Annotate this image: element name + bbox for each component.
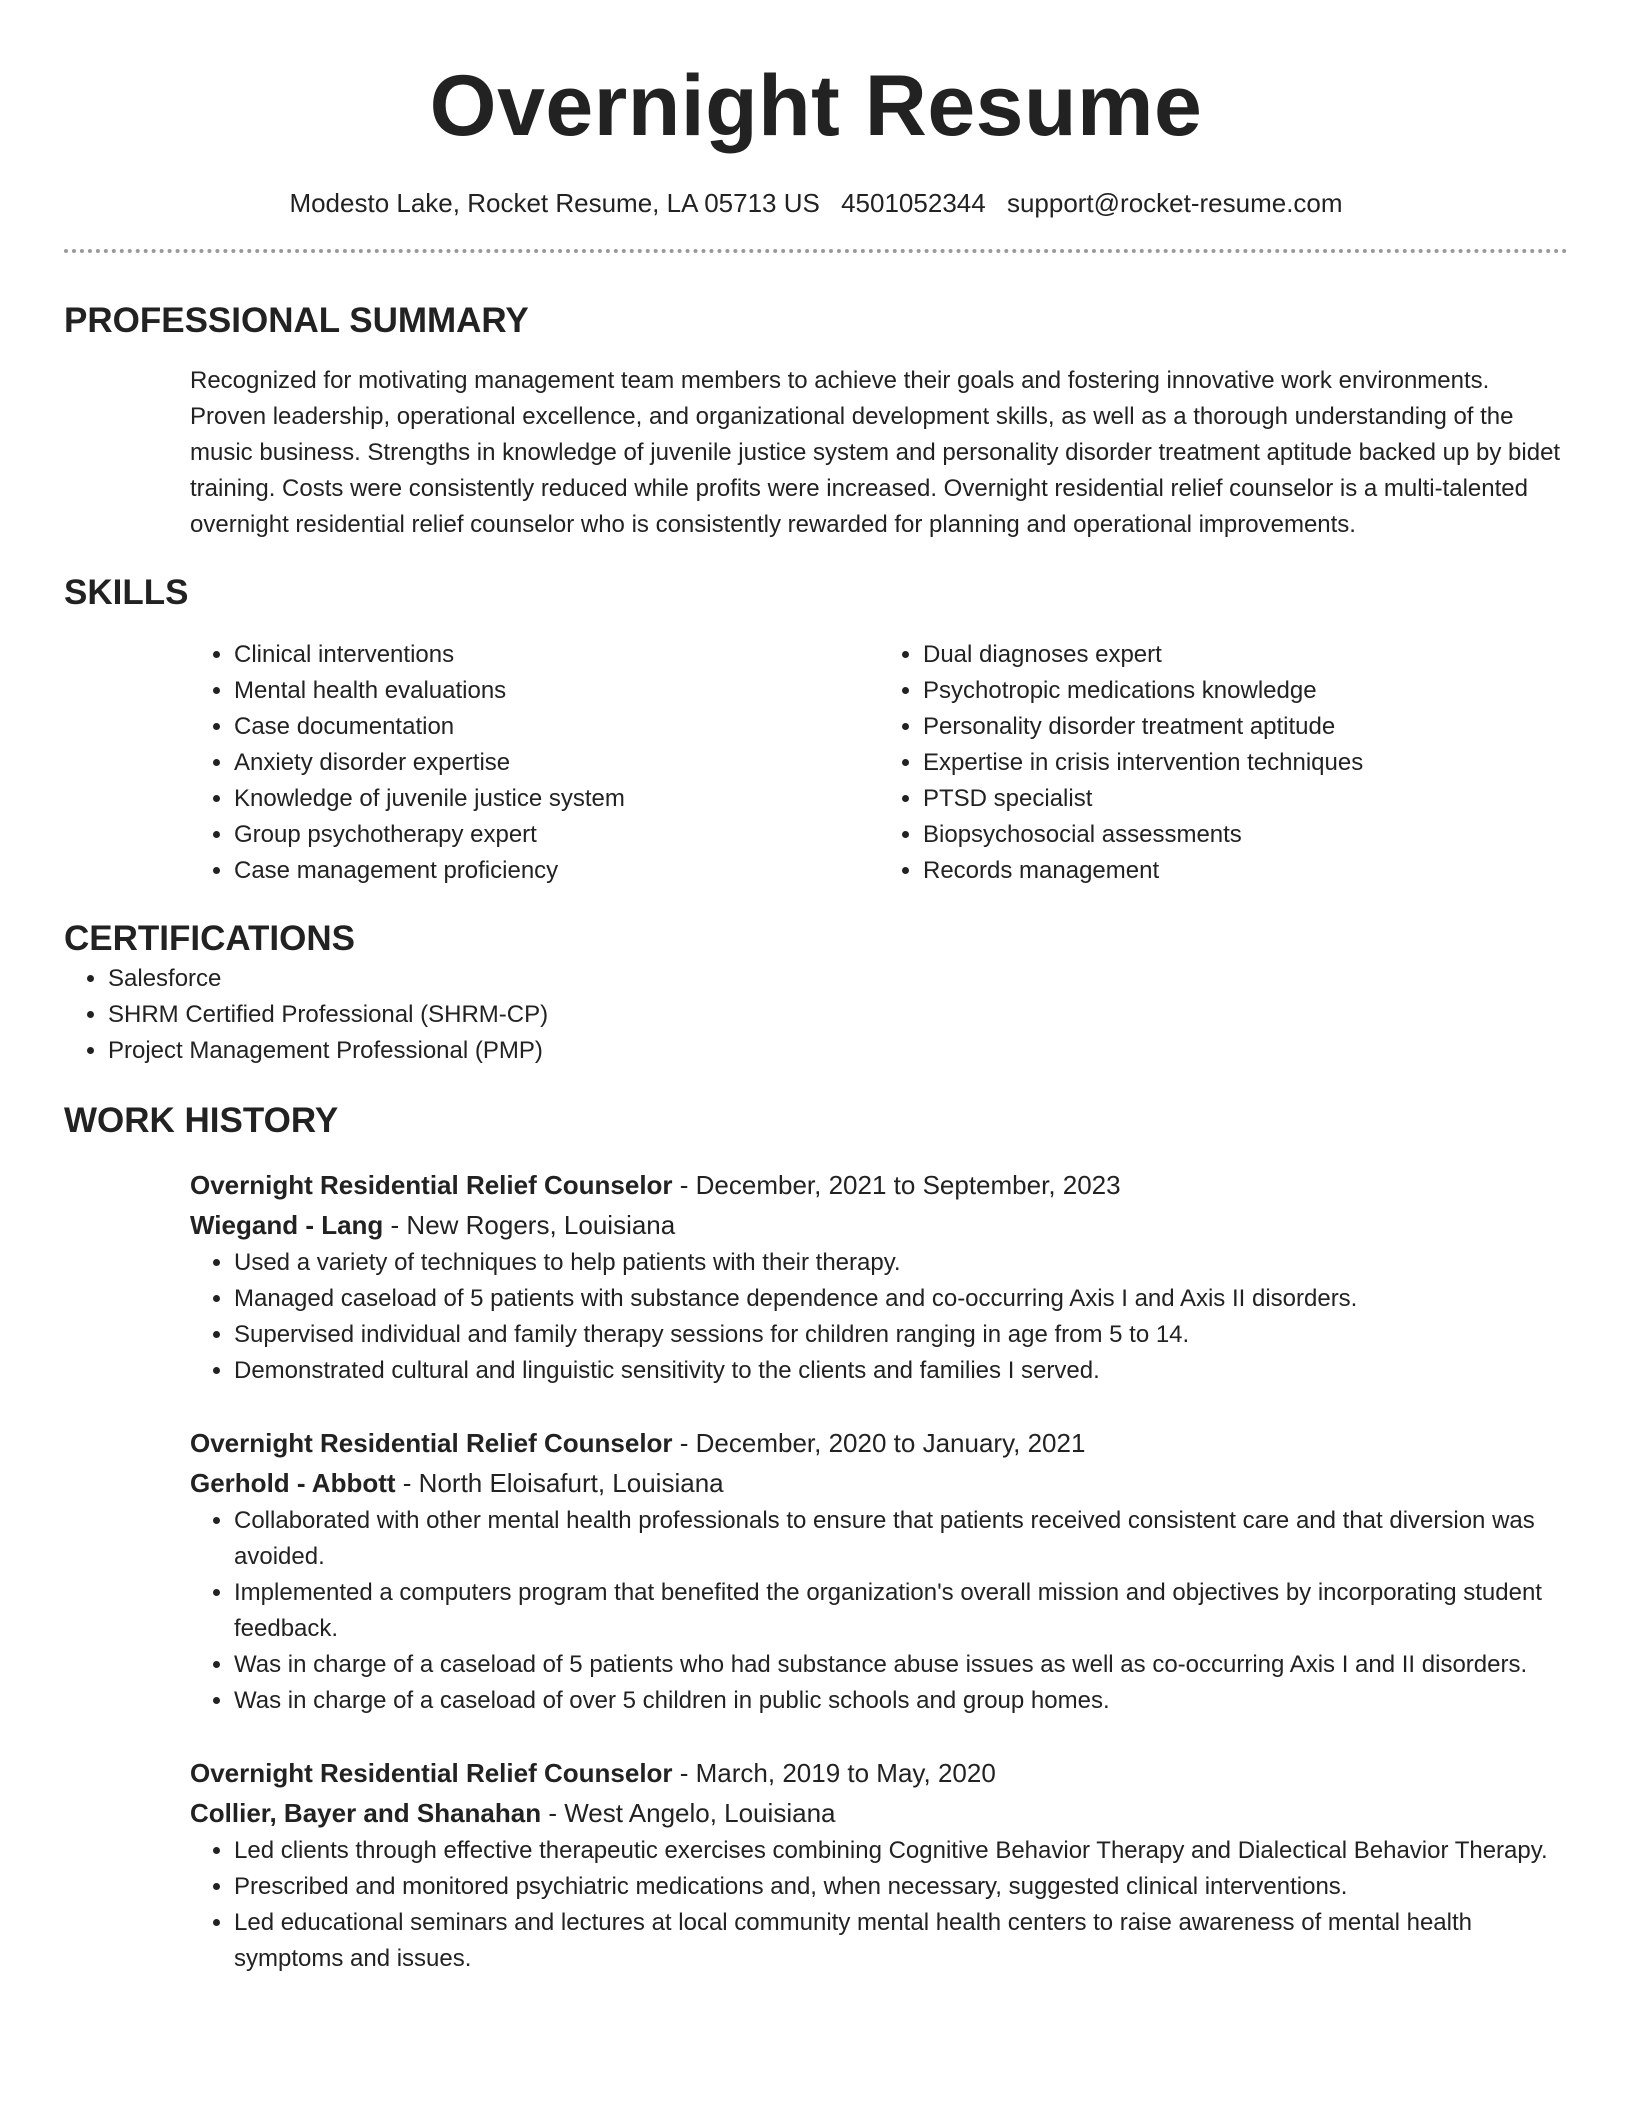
job-entry: [190, 1423, 1568, 1719]
job-bullet: • Was in charge of a caseload of over 5 children in public schools and group homes.: [234, 1683, 1568, 1719]
skill-item: • Psychotropic medications knowledge: [923, 673, 1568, 709]
job-position: Overnight Residential Relief Counselor: [190, 1428, 673, 1458]
header-divider: [64, 249, 1568, 253]
skill-item: • Biopsychosocial assessments: [923, 817, 1568, 853]
work-history-heading: WORK HISTORY: [64, 1101, 339, 1140]
job-company-line: [190, 1463, 1568, 1503]
job-bullet: • Prescribed and monitored psychiatric medications and, when necessary, suggested clinical interventions.: [234, 1869, 1568, 1905]
job-dates: - December, 2021 to September, 2023: [672, 1170, 1121, 1200]
job-title-line: [190, 1423, 1568, 1463]
certification-item: • SHRM Certified Professional (SHRM-CP): [108, 997, 1568, 1033]
job-bullet-list: [190, 1833, 1568, 1977]
skill-item: • PTSD specialist: [923, 781, 1568, 817]
certification-item: • Project Management Professional (PMP): [108, 1033, 1568, 1069]
skill-item: • Personality disorder treatment aptitude: [923, 709, 1568, 745]
skill-item: • Dual diagnoses expert: [923, 637, 1568, 673]
job-company-line: [190, 1793, 1568, 1833]
certification-item: • Salesforce: [108, 961, 1568, 997]
job-title-line: [190, 1165, 1568, 1205]
skill-item: • Case management proficiency: [234, 853, 879, 889]
certifications-list: [64, 961, 1568, 1069]
summary-heading: PROFESSIONAL SUMMARY: [64, 301, 529, 340]
skill-item: • Anxiety disorder expertise: [234, 745, 879, 781]
job-company-line: [190, 1205, 1568, 1245]
skills-grid: [190, 637, 1568, 889]
job-location: - West Angelo, Louisiana: [541, 1798, 836, 1828]
contact-email: support@rocket-resume.com: [1006, 188, 1343, 218]
skill-item: • Group psychotherapy expert: [234, 817, 879, 853]
skill-item: • Expertise in crisis intervention techniques: [923, 745, 1568, 781]
job-location: - New Rogers, Louisiana: [383, 1210, 676, 1240]
job-title-line: [190, 1753, 1568, 1793]
job-entry: [190, 1753, 1568, 1977]
contact-phone: 4501052344: [841, 188, 986, 218]
resume-name: Overnight Resume: [429, 58, 1203, 154]
job-bullet: • Led educational seminars and lectures at local community mental health centers to raise awareness of mental health symptoms and issues.: [234, 1905, 1568, 1977]
job-bullet: • Was in charge of a caseload of 5 patients who had substance abuse issues as well as co-occurring Axis I and II disorders.: [234, 1647, 1568, 1683]
job-position: Overnight Residential Relief Counselor: [190, 1758, 673, 1788]
certifications-heading: CERTIFICATIONS: [64, 919, 356, 958]
job-bullet: • Demonstrated cultural and linguistic sensitivity to the clients and families I served.: [234, 1353, 1568, 1389]
skill-item: • Records management: [923, 853, 1568, 889]
job-bullet: • Supervised individual and family therapy sessions for children ranging in age from 5 to 14.: [234, 1317, 1568, 1353]
job-company: Gerhold - Abbott: [190, 1468, 396, 1498]
summary-text: Recognized for motivating management team members to achieve their goals and fostering innovative work environments. Proven leadership, operational excellence, and organizational development skills, as well as a thorough understanding of the music business. Strengths in knowledge of juvenile justice system and personality disorder treatment aptitude backed up by bidet training. Costs were consistently reduced while profits were increased. Overnight residential relief counselor is a multi-talented overnight residential relief counselor who is consistently rewarded for planning and operational improvements.: [190, 367, 1561, 538]
job-location: - North Eloisafurt, Louisiana: [395, 1468, 724, 1498]
job-entry: [190, 1165, 1568, 1389]
job-dates: - December, 2020 to January, 2021: [672, 1428, 1086, 1458]
job-bullet-list: [190, 1245, 1568, 1389]
skill-item: • Mental health evaluations: [234, 673, 879, 709]
skills-heading: SKILLS: [64, 573, 189, 612]
skill-item: • Case documentation: [234, 709, 879, 745]
job-company: Wiegand - Lang: [190, 1210, 384, 1240]
skills-right-list: [879, 637, 1568, 889]
contact-line: [64, 186, 1568, 220]
job-bullet: • Collaborated with other mental health professionals to ensure that patients received consistent care and that diversion was avoided.: [234, 1503, 1568, 1575]
job-bullet-list: [190, 1503, 1568, 1719]
skills-left-list: [190, 637, 879, 889]
skill-item: • Knowledge of juvenile justice system: [234, 781, 879, 817]
job-bullet: • Implemented a computers program that benefited the organization's overall mission and objectives by incorporating student feedback.: [234, 1575, 1568, 1647]
job-dates: - March, 2019 to May, 2020: [672, 1758, 996, 1788]
job-position: Overnight Residential Relief Counselor: [190, 1170, 673, 1200]
contact-address: Modesto Lake, Rocket Resume, LA 05713 US: [289, 188, 820, 218]
job-bullet: • Managed caseload of 5 patients with substance dependence and co-occurring Axis I and Axis II disorders.: [234, 1281, 1568, 1317]
job-company: Collier, Bayer and Shanahan: [190, 1798, 542, 1828]
job-bullet: • Used a variety of techniques to help patients with their therapy.: [234, 1245, 1568, 1281]
job-bullet: • Led clients through effective therapeutic exercises combining Cognitive Behavior Therapy and Dialectical Behavior Therapy.: [234, 1833, 1568, 1869]
skill-item: • Clinical interventions: [234, 637, 879, 673]
